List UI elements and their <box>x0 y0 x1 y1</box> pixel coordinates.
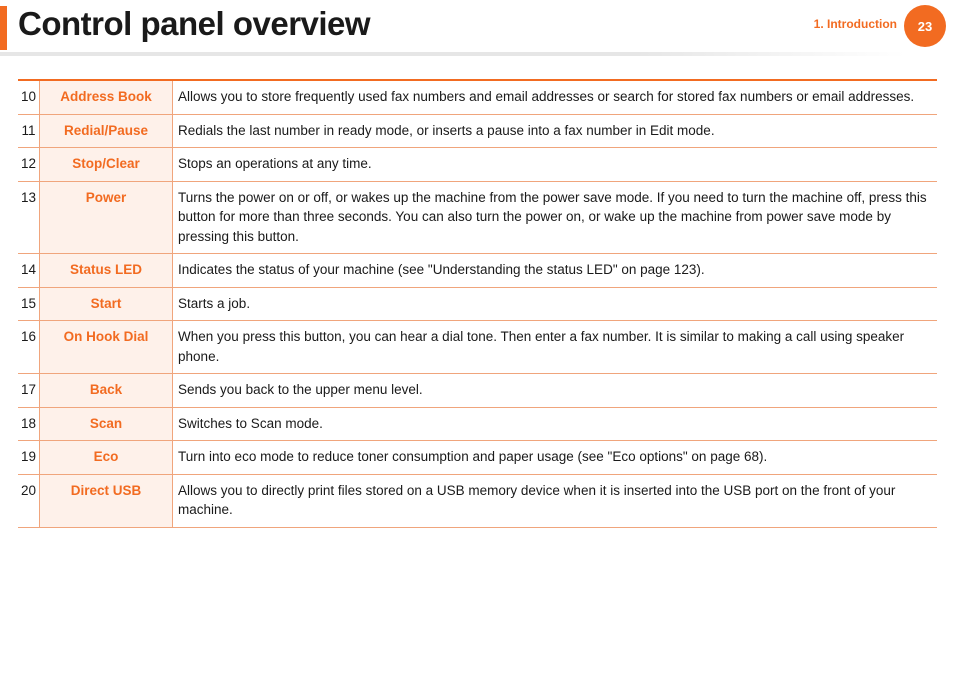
row-number: 12 <box>18 148 40 182</box>
button-name: On Hook Dial <box>40 321 173 374</box>
button-description: Switches to Scan mode. <box>173 407 937 441</box>
button-description: When you press this button, you can hear a dial tone. Then enter a fax number. It is similar to making a call using speaker phone. <box>173 321 937 374</box>
row-number: 16 <box>18 321 40 374</box>
button-name: Address Book <box>40 80 173 114</box>
button-name: Eco <box>40 441 173 475</box>
row-number: 14 <box>18 254 40 288</box>
table-row <box>18 254 937 288</box>
table-row <box>18 148 937 182</box>
table-row <box>18 474 937 527</box>
table-row <box>18 321 937 374</box>
control-panel-table-body <box>18 80 937 527</box>
section-label[interactable]: 1. Introduction <box>813 17 897 31</box>
table-row <box>18 287 937 321</box>
header-accent-bar <box>0 6 7 50</box>
page-title: Control panel overview <box>18 5 371 42</box>
row-number: 18 <box>18 407 40 441</box>
table-row <box>18 114 937 148</box>
table-row <box>18 181 937 254</box>
button-description: Allows you to directly print files stored on a USB memory device when it is inserted into the USB port on the front of your machine. <box>173 474 937 527</box>
button-name: Redial/Pause <box>40 114 173 148</box>
table-row <box>18 441 937 475</box>
table-row <box>18 407 937 441</box>
button-name: Scan <box>40 407 173 441</box>
control-panel-table <box>18 79 937 528</box>
button-description: Turns the power on or off, or wakes up the machine from the power save mode. If you need to turn the machine off, press this button for more than three seconds. You can also turn the power on, or wake up the machine from power save mode by pressing this button. <box>173 181 937 254</box>
button-name: Back <box>40 374 173 408</box>
button-description: Sends you back to the upper menu level. <box>173 374 937 408</box>
row-number: 19 <box>18 441 40 475</box>
button-description: Indicates the status of your machine (see "Understanding the status LED" on page 123). <box>173 254 937 288</box>
row-number: 11 <box>18 114 40 148</box>
row-number: 10 <box>18 80 40 114</box>
table-row <box>18 374 937 408</box>
button-description: Redials the last number in ready mode, or inserts a pause into a fax number in Edit mode. <box>173 114 937 148</box>
button-description: Stops an operations at any time. <box>173 148 937 182</box>
button-name: Stop/Clear <box>40 148 173 182</box>
button-description: Turn into eco mode to reduce toner consumption and paper usage (see "Eco options" on page 68). <box>173 441 937 475</box>
button-name: Status LED <box>40 254 173 288</box>
button-name: Power <box>40 181 173 254</box>
row-number: 13 <box>18 181 40 254</box>
page-number-badge: 23 <box>904 5 946 47</box>
row-number: 20 <box>18 474 40 527</box>
row-number: 17 <box>18 374 40 408</box>
header-divider <box>0 52 905 56</box>
button-description: Starts a job. <box>173 287 937 321</box>
table-row <box>18 80 937 114</box>
button-description: Allows you to store frequently used fax numbers and email addresses or search for stored fax numbers or email addresses. <box>173 80 937 114</box>
button-name: Start <box>40 287 173 321</box>
button-name: Direct USB <box>40 474 173 527</box>
row-number: 15 <box>18 287 40 321</box>
